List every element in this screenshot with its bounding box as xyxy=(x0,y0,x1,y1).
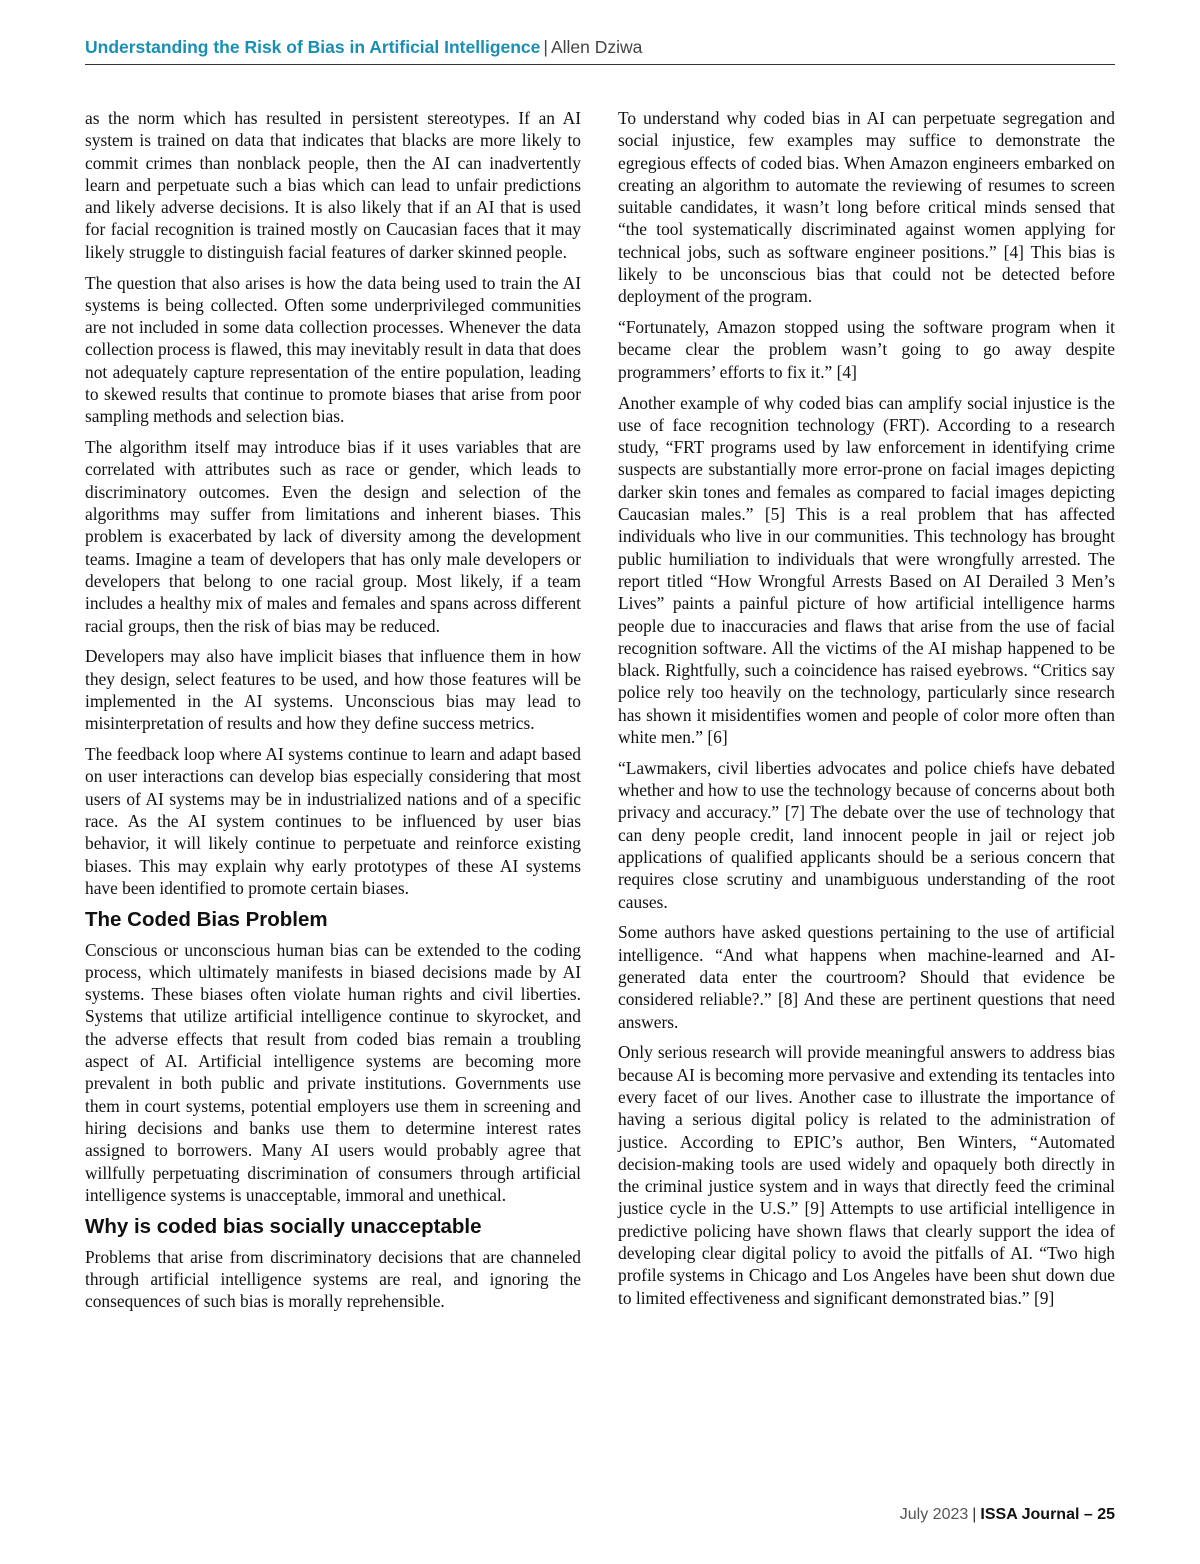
body-paragraph: Problems that arise from discriminatory decisions that are channeled through artificial intelligence systems are real, and ignoring the consequences of such bias is morally reprehensible. xyxy=(85,1246,581,1312)
page-header xyxy=(85,36,1115,58)
journal-page-number: ISSA Journal – 25 xyxy=(980,1506,1115,1523)
body-paragraph: Some authors have asked questions pertaining to the use of artificial intelligence. “And what happens when machine-learned and AI-generated data enter the courtroom? Should that evidence be considered reliable?.” [8] And these are pertinent questions that need answers. xyxy=(618,922,1115,1032)
header-divider xyxy=(85,64,1115,65)
body-paragraph: Conscious or unconscious human bias can be extended to the coding process, which ultimately manifests in biased decisions made by AI systems. These biases often violate human rights and civil liberties. Systems that utilize artificial intelligence continue to skyrocket, and the adverse effects that result from coded bias remain a troubling aspect of AI. Artificial intelligence systems are becoming more prevalent in both public and private institutions. Governments use them in court systems, potential employers use them in screening and hiring decisions and banks use them to determine interest rates assigned to borrowers. Many AI users would probably agree that willfully perpetuating discrimination of consumers through artificial intelligence systems is unacceptable, immoral and unethical. xyxy=(85,939,581,1205)
body-paragraph: Only serious research will provide meaningful answers to address bias because AI is becoming more pervasive and extending its tentacles into every facet of our lives. Another case to illustrate the importance of having a serious digital policy is related to the administration of justice. According to EPIC’s author, Ben Winters, “Automated decision-making tools are used widely and opaquely both directly in the criminal justice system and in ways that directly feed the criminal justice cycle in the U.S.” [9] Attempts to use artificial intelligence in predictive policing have shown flaws that clearly support the idea of developing clear digital policy to avoid the pitfalls of AI. “Two high profile systems in Chicago and Los Angeles have been shut down due to limited effectiveness and significant demonstrated bias.” [9] xyxy=(618,1042,1115,1308)
article-title: Understanding the Risk of Bias in Artificial Intelligence xyxy=(85,37,541,57)
body-paragraph: as the norm which has resulted in persistent stereotypes. If an AI system is trained on data that indicates that blacks are more likely to commit crimes than nonblack people, then the AI can inadvertently learn and perpetuate such a bias which can lead to unfair predictions and likely adverse decisions. It is also likely that if an AI that is used for facial recognition is trained mostly on Caucasian faces that it may likely struggle to distinguish facial features of darker skinned people. xyxy=(85,108,581,262)
article-author: Allen Dziwa xyxy=(550,37,643,57)
section-heading-coded-bias-problem: The Coded Bias Problem xyxy=(85,907,328,931)
body-paragraph: The feedback loop where AI systems continue to learn and adapt based on user interactions can develop bias especially considering that most users of AI systems may be in industrialized nations and of a specific race. As the AI system continues to be influenced by user bias behavior, it will likely continue to perpetuate and reinforce existing biases. This may explain why early prototypes of these AI systems have been identified to promote certain biases. xyxy=(85,744,581,898)
body-paragraph: The question that also arises is how the data being used to train the AI systems is being collected. Often some underprivileged communities are not included in some data collection processes. Whenever the data collection process is flawed, this may inevitably result in data that does not adequately capture representation of the entire population, leading to skewed results that continue to promote biases that arise from poor sampling methods and selection bias. xyxy=(85,272,581,427)
left-column xyxy=(85,107,581,1321)
issue-date: July 2023 xyxy=(899,1506,969,1523)
quote-paragraph: “Fortunately, Amazon stopped using the software program when it became clear the problem wasn’t going to go away despite programmers’ efforts to fix it.” [4] xyxy=(618,317,1115,382)
section-heading-socially-unacceptable: Why is coded bias socially unacceptable xyxy=(85,1214,482,1238)
body-paragraph: The algorithm itself may introduce bias if it uses variables that are correlated with attributes such as race or gender, which leads to discriminatory outcomes. Even the design and selection of the algorithms may suffer from limitations and inherent biases. This problem is exacerbated by lack of diversity among the development teams. Imagine a team of developers that has only male developers or developers that belong to one racial group. Most likely, if a team includes a healthy mix of males and females and spans across different racial groups, then the risk of bias may be reduced. xyxy=(85,437,581,636)
body-paragraph: Developers may also have implicit biases that influence them in how they design, select features to be used, and how those features will be implemented in the AI systems. Unconscious bias may lead to misinterpretation of results and how they define success metrics. xyxy=(85,646,581,734)
quote-paragraph: “Lawmakers, civil liberties advocates and police chiefs have debated whether and how to use the technology because of concerns about both privacy and accuracy.” [7] The debate over the use of technology that can deny people credit, land innocent people in jail or reject job applications of qualified applicants should be a serious concern that requires close scrutiny and unambiguous understanding of the root causes. xyxy=(618,757,1115,912)
page-footer xyxy=(900,1505,1115,1525)
footer-separator: | xyxy=(972,1506,977,1523)
header-separator: | xyxy=(543,37,548,57)
body-paragraph: Another example of why coded bias can amplify social injustice is the use of face recognition technology (FRT). According to a research study, “FRT programs used by law enforcement in identifying crime suspects are substantially more error-prone on facial images depicting darker skin tones and females as compared to facial images depicting Caucasian males.” [5] This is a real problem that has affected individuals who live in our communities. This technology has brought public humiliation to individuals that were wrongfully arrested. The report titled “How Wrongful Arrests Based on AI Derailed 3 Men’s Lives” paints a painful picture of how artificial intelligence harms people due to inaccuracies and flaws that arise from the use of facial recognition software. All the victims of the AI mishap happened to be black. Rightfully, such a coincidence has raised eyebrows. “Critics say police rely too heavily on the technology, particularly since research has shown it misidentifies women and people of color more often than white men.” [6] xyxy=(618,392,1115,748)
right-column xyxy=(618,107,1115,1317)
body-paragraph: To understand why coded bias in AI can perpetuate segregation and social injustice, few examples may suffice to demonstrate the egregious effects of coded bias. When Amazon engineers embarked on creating an algorithm to automate the reviewing of resumes to screen suitable candidates, it wasn’t long before critical minds sensed that “the tool systematically discriminated against women applying for technical jobs, such as software engineer positions.” [4] This bias is likely to be unconscious bias that could not be detected before deployment of the program. xyxy=(618,108,1115,307)
